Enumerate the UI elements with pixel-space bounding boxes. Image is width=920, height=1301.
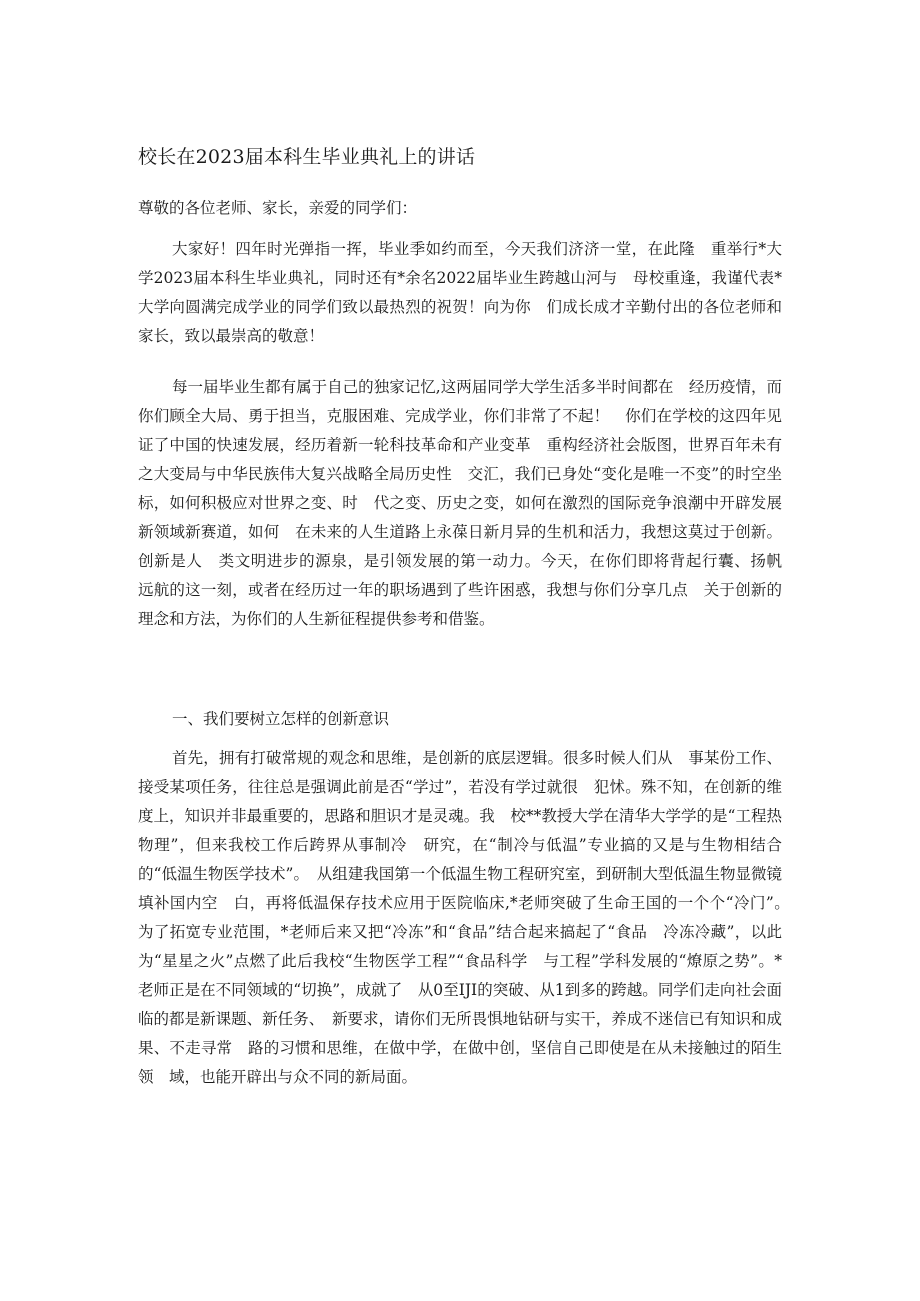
paragraph-opening: 大家好！四年时光弹指一挥，毕业季如约而至，今天我们济济一堂，在此隆 重举行*大学2023届本科生毕业典礼，同时还有*余名2022届毕业生跨越山河与 母校重逢，我谨代表*大学向圆满完成学业的同学们致以最热烈的祝贺！向为你 们成长成才辛勤付出的各位老师和家长，致以最崇高的敬意！ [138,240,782,345]
section-heading: 一、我们要树立怎样的创新意识 [172,710,390,728]
paragraph-memories: 每一届毕业生都有属于自己的独家记忆,这两届同学大学生活多半时间都在 经历疫情，而你们顾全大局、勇于担当，克服困难、完成学业，你们非常了不起！ 你们在学校的这四年见证了中国的快速发展，经历着新一轮科技革命和产业变革 重构经济社会版图，世界百年未有之大变局与中华民族伟大复兴战略全局历史性 交汇，我们已身处“变化是唯一不变”的时空坐标，如何积极应对世界之变、时 代之变、历史之变，如何在激烈的国际竞争浪潮中开辟发展新领域新赛道，如何 在未来的人生道路上永葆日新月异的生机和活力，我想这莫过于创新。创新是人 类文明进步的源泉，是引领发展的第一动力。今天，在你们即将背起行囊、扬帆 远航的这一刻，或者在经历过一年的职场遇到了些许困惑，我想与你们分享几点 关于创新的理念和方法，为你们的人生新征程提供参考和借鉴。 [138,378,798,628]
paragraph-innovation: 首先，拥有打破常规的观念和思维，是创新的底层逻辑。很多时候人们从 事某份工作、接受某项任务，往往总是强调此前是否“学过”，若没有学过就很 犯怵。殊不知，在创新的维度上，知识并非最重要的，思路和胆识才是灵魂。我 校**教授大学在清华大学学的是“工程热物理”，但来我校工作后跨界从事制冷 研究，在“制冷与低温”专业搞的又是与生物相结合的“低温生物医学技术”。 从组建我国第一个低温生物工程研究室，到研制大型低温生物显微镜填补国内空 白，再将低温保存技术应用于医院临床,*老师突破了生命王国的一个个“冷门”。 为了拓宽专业范围，*老师后来又把“冷冻”和“食品”结合起来搞起了“食品 冷冻冷藏”，以此为“星星之火”点燃了此后我校“生物医学工程”“食品科学 与工程”学科发展的“燎原之势”。*老师正是在不同领域的“切换”，成就了 从0至IJI的突破、从1到多的跨越。同学们走向社会面临的都是新课题、新任务、 新要求，请你们无所畏惧地钻研与实干，养成不迷信已有知识和成果、不走寻常 路的习惯和思维，在做中学，在做中创，坚信自己即使是在从未接触过的陌生领 域，也能开辟出与众不同的新局面。 [138,749,798,1086]
salutation: 尊敬的各位老师、家长，亲爱的同学们： [138,199,418,217]
document-title: 校长在2023届本科生毕业典礼上的讲话 [138,146,476,168]
